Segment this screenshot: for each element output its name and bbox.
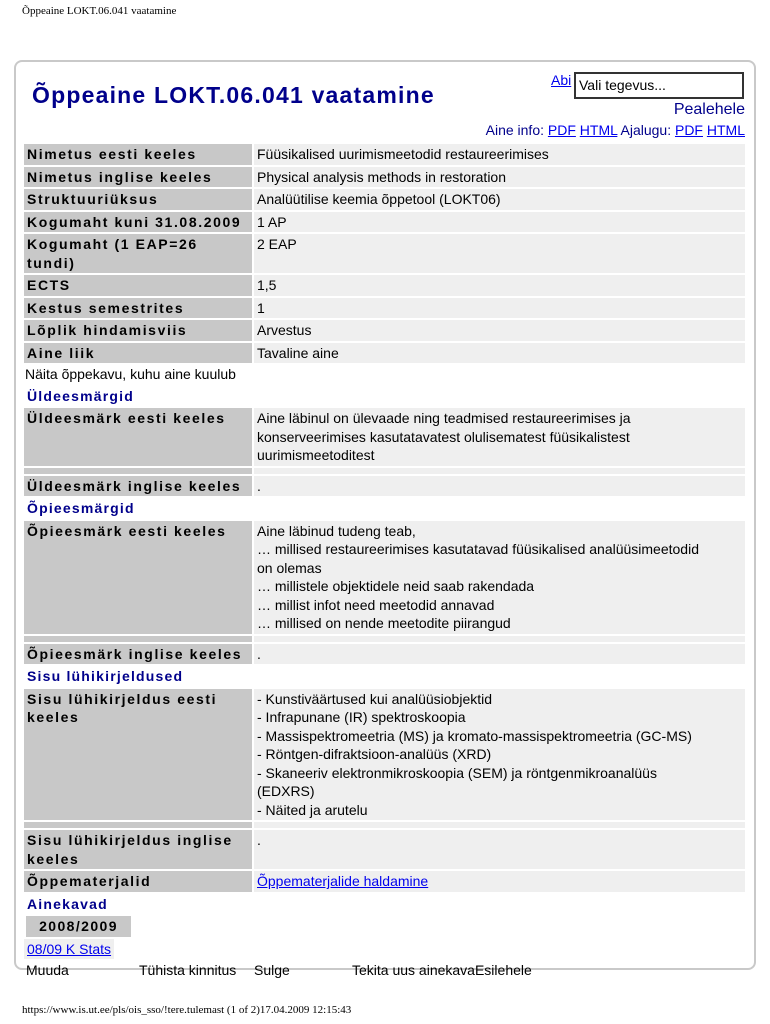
field-label: Kogumaht kuni 31.08.2009 (24, 212, 252, 233)
field-row (24, 689, 745, 821)
field-label: Sisu lühikirjeldus inglise keeles (24, 830, 252, 869)
field-row (24, 343, 745, 364)
history-html-link[interactable]: HTML (706, 122, 745, 138)
field-row (24, 521, 745, 634)
home-link[interactable]: Pealehele (673, 101, 745, 118)
text-line: - Näited ja arutelu (257, 801, 368, 818)
field-value: Physical analysis methods in restoration (254, 167, 745, 188)
field-row (24, 275, 745, 296)
field-value: . (254, 476, 745, 497)
text-line: - Skaneeriv elektronmikroskoopia (SEM) ja röntgenmikroanalüüs (257, 764, 657, 781)
cancel-confirmation-button[interactable]: Tühista kinnitus (139, 962, 237, 978)
text-line: on olemas (257, 559, 322, 576)
text-line: … millised on nende meetodite piirangud (257, 615, 511, 631)
field-row (24, 644, 745, 665)
field-value: Analüütilise keemia õppetool (LOKT06) (254, 189, 745, 210)
field-value: 1 (254, 298, 745, 319)
course-info-label: Aine info: (485, 122, 544, 138)
frontpage-button[interactable]: Esilehele (474, 962, 532, 978)
field-row (24, 476, 745, 497)
text-line: - Röntgen-difraktsioon-analüüs (XRD) (257, 746, 492, 762)
outcome-et-value (254, 521, 745, 634)
field-label: Nimetus inglise keeles (24, 167, 252, 188)
course-info-html-link[interactable]: HTML (579, 122, 618, 138)
field-row (24, 234, 745, 273)
field-value: . (254, 830, 745, 869)
course-info-pdf-link[interactable]: PDF (547, 122, 576, 138)
field-value: Arvestus (254, 320, 745, 341)
print-footer: https://www.is.ut.ee/pls/ois_sso/!tere.tulemast (1 of 2)17.04.2009 12:15:43 (22, 1004, 352, 1016)
action-select[interactable]: Vali tegevus... (574, 72, 744, 99)
course-version-link[interactable]: 08/09 K Stats (24, 939, 114, 960)
history-pdf-link[interactable]: PDF (674, 122, 703, 138)
field-row (24, 830, 745, 869)
year-heading: 2008/2009 (26, 916, 131, 937)
print-header: Õppeaine LOKT.06.041 vaatamine (22, 5, 177, 17)
field-label: Õppematerjalid (24, 871, 252, 892)
text-line: - Infrapunane (IR) spektroskoopia (257, 709, 466, 725)
field-row (24, 871, 745, 892)
text-line: … millist infot need meetodid annavad (257, 596, 495, 613)
field-row (24, 189, 745, 210)
field-label: Aine liik (24, 343, 252, 364)
course-details-table (22, 142, 747, 982)
field-value: 1,5 (254, 275, 745, 296)
field-label: Sisu lühikirjeldus eesti keeles (24, 689, 252, 821)
text-line: - Kunstiväärtused kui analüüsiobjektid (257, 690, 493, 707)
text-line: konserveerimises kasutatavatest olulisematest füüsikalistest (257, 428, 630, 445)
field-label: Üldeesmärk inglise keeles (24, 476, 252, 497)
field-label: Lõplik hindamisviis (24, 320, 252, 341)
field-label: ECTS (24, 275, 252, 296)
field-value: Füüsikalised uurimismeetodid restaureerimises (254, 144, 745, 165)
field-label: Nimetus eesti keeles (24, 144, 252, 165)
field-row (24, 298, 745, 319)
materials-link[interactable]: Õppematerjalide haldamine (257, 873, 429, 889)
close-button[interactable]: Sulge (254, 962, 290, 978)
section-goals-heading: Üldeesmärgid (27, 387, 134, 404)
field-row (24, 144, 745, 165)
text-line: - Massispektromeetria (MS) ja kromato-massispektromeetria (GC-MS) (257, 727, 692, 744)
section-summary-heading: Sisu lühikirjeldused (27, 668, 184, 684)
text-line: Aine läbinul on ülevaade ning teadmised restaureerimises ja (257, 410, 631, 426)
field-label: Üldeesmärk eesti keeles (24, 408, 252, 466)
field-label: Õpieesmärk inglise keeles (24, 644, 252, 665)
field-row (24, 212, 745, 233)
text-line: Aine läbinud tudeng teab, (257, 522, 416, 539)
field-value: 2 EAP (254, 234, 745, 273)
field-value: Tavaline aine (254, 343, 745, 364)
create-new-syllabus-button[interactable]: Tekita uus ainekava (352, 962, 475, 978)
field-row (24, 167, 745, 188)
field-row (24, 320, 745, 341)
text-line: (EDXRS) (257, 783, 315, 799)
page-title: Õppeaine LOKT.06.041 vaatamine (32, 82, 435, 108)
field-label: Õpieesmärk eesti keeles (24, 521, 252, 634)
text-line: … millised restaureerimises kasutatavad füüsikalised analüüsimeetodid (257, 541, 699, 557)
history-label: Ajalugu: (620, 122, 672, 138)
summary-et-value (254, 689, 745, 821)
show-curricula-link[interactable]: Näita õppekavu, kuhu aine kuulub (25, 366, 236, 382)
field-label: Struktuuriüksus (24, 189, 252, 210)
field-label: Kestus semestrites (24, 298, 252, 319)
section-courses-heading: Ainekavad (27, 895, 108, 912)
text-line: uurimismeetoditest (257, 447, 375, 463)
edit-button[interactable]: Muuda (26, 962, 69, 978)
help-link[interactable]: Abi (551, 72, 572, 88)
field-value: . (254, 644, 745, 665)
goal-et-value (254, 408, 745, 466)
course-info-links (486, 122, 745, 138)
text-line: … millistele objektidele neid saab rakendada (257, 578, 535, 594)
field-value: 1 AP (254, 212, 745, 233)
field-row (24, 408, 745, 466)
section-outcomes-heading: Õpieesmärgid (27, 500, 135, 516)
field-label: Kogumaht (1 EAP=26 tundi) (24, 234, 252, 273)
